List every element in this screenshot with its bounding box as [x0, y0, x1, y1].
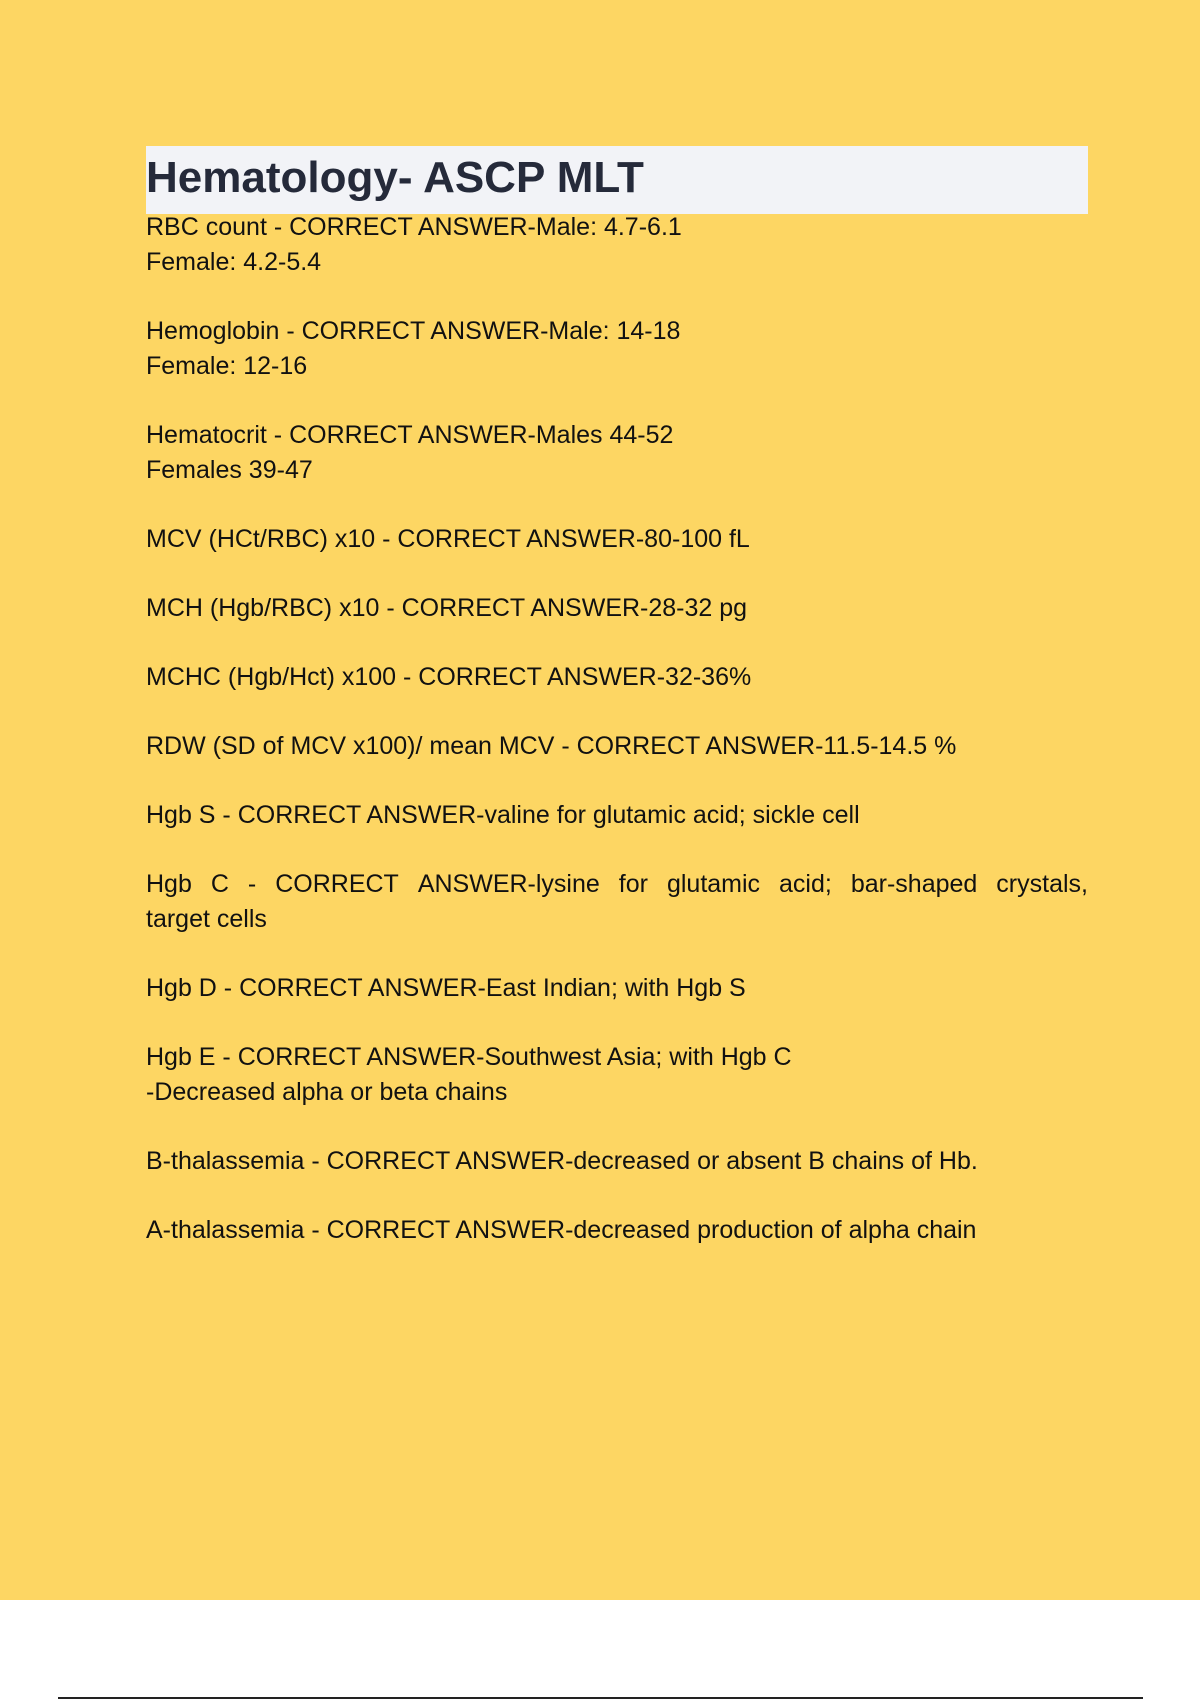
entry-line: B-thalassemia - CORRECT ANSWER-decreased or absent B chains of Hb.: [146, 1147, 978, 1175]
entry-line: target cells: [146, 905, 267, 933]
justified-word: glutamic: [666, 870, 761, 898]
justified-word: CORRECT: [275, 870, 399, 898]
entry-line: MCV (HCt/RBC) x10 - CORRECT ANSWER-80-100 fL: [146, 525, 750, 553]
document-body: [146, 210, 1088, 1282]
entry-line: Hgb D - CORRECT ANSWER-East Indian; with Hgb S: [146, 974, 746, 1002]
qa-entry-mchc: [146, 660, 1088, 695]
justified-word: Hgb: [146, 870, 192, 898]
qa-entry-hgb-c: [146, 867, 1088, 937]
entry-line: Females 39-47: [146, 456, 313, 484]
entry-line: Female: 12-16: [146, 352, 308, 380]
qa-entry-mch: [146, 591, 1088, 626]
entry-line: A-thalassemia - CORRECT ANSWER-decreased production of alpha chain: [146, 1216, 977, 1244]
qa-entry-a-thalassemia: [146, 1213, 1088, 1248]
entry-line: MCH (Hgb/RBC) x10 - CORRECT ANSWER-28-32 pg: [146, 594, 748, 622]
justified-word: for: [618, 870, 648, 898]
entry-line: MCHC (Hgb/Hct) x100 - CORRECT ANSWER-32-36%: [146, 663, 752, 691]
qa-entry-rbc-count: [146, 210, 1088, 280]
entry-line: -Decreased alpha or beta chains: [146, 1078, 508, 1106]
footer-divider: [58, 1697, 1143, 1699]
entry-line: Hematocrit - CORRECT ANSWER-Males 44-52: [146, 421, 674, 449]
qa-entry-hematocrit: [146, 418, 1088, 488]
justified-word: -: [247, 870, 257, 898]
entry-line: Hemoglobin - CORRECT ANSWER-Male: 14-18: [146, 317, 681, 345]
entry-line: RDW (SD of MCV x100)/ mean MCV - CORRECT ANSWER-11.5-14.5 %: [146, 732, 957, 760]
qa-entry-mcv: [146, 522, 1088, 557]
justified-word: bar-shaped: [850, 870, 978, 898]
entry-line: RBC count - CORRECT ANSWER-Male: 4.7-6.1: [146, 213, 682, 241]
qa-entry-hgb-d: [146, 971, 1088, 1006]
justified-word: C: [210, 870, 229, 898]
entry-line: Hgb E - CORRECT ANSWER-Southwest Asia; with Hgb C: [146, 1043, 792, 1071]
qa-entry-hgb-e: [146, 1040, 1088, 1110]
qa-entry-hgb-s: [146, 798, 1088, 833]
entry-line: Hgb S - CORRECT ANSWER-valine for glutamic acid; sickle cell: [146, 801, 860, 829]
justified-word: crystals,: [996, 870, 1088, 898]
entry-line: Female: 4.2-5.4: [146, 248, 322, 276]
justified-word: acid;: [779, 870, 832, 898]
entry-line-justified: [146, 867, 1088, 902]
qa-entry-rdw: [146, 729, 1088, 764]
qa-entry-b-thalassemia: [146, 1144, 1088, 1179]
title-band: [146, 146, 1088, 214]
justified-word: ANSWER-lysine: [417, 870, 600, 898]
document-title: Hematology- ASCP MLT: [146, 153, 644, 202]
qa-entry-hemoglobin: [146, 314, 1088, 384]
